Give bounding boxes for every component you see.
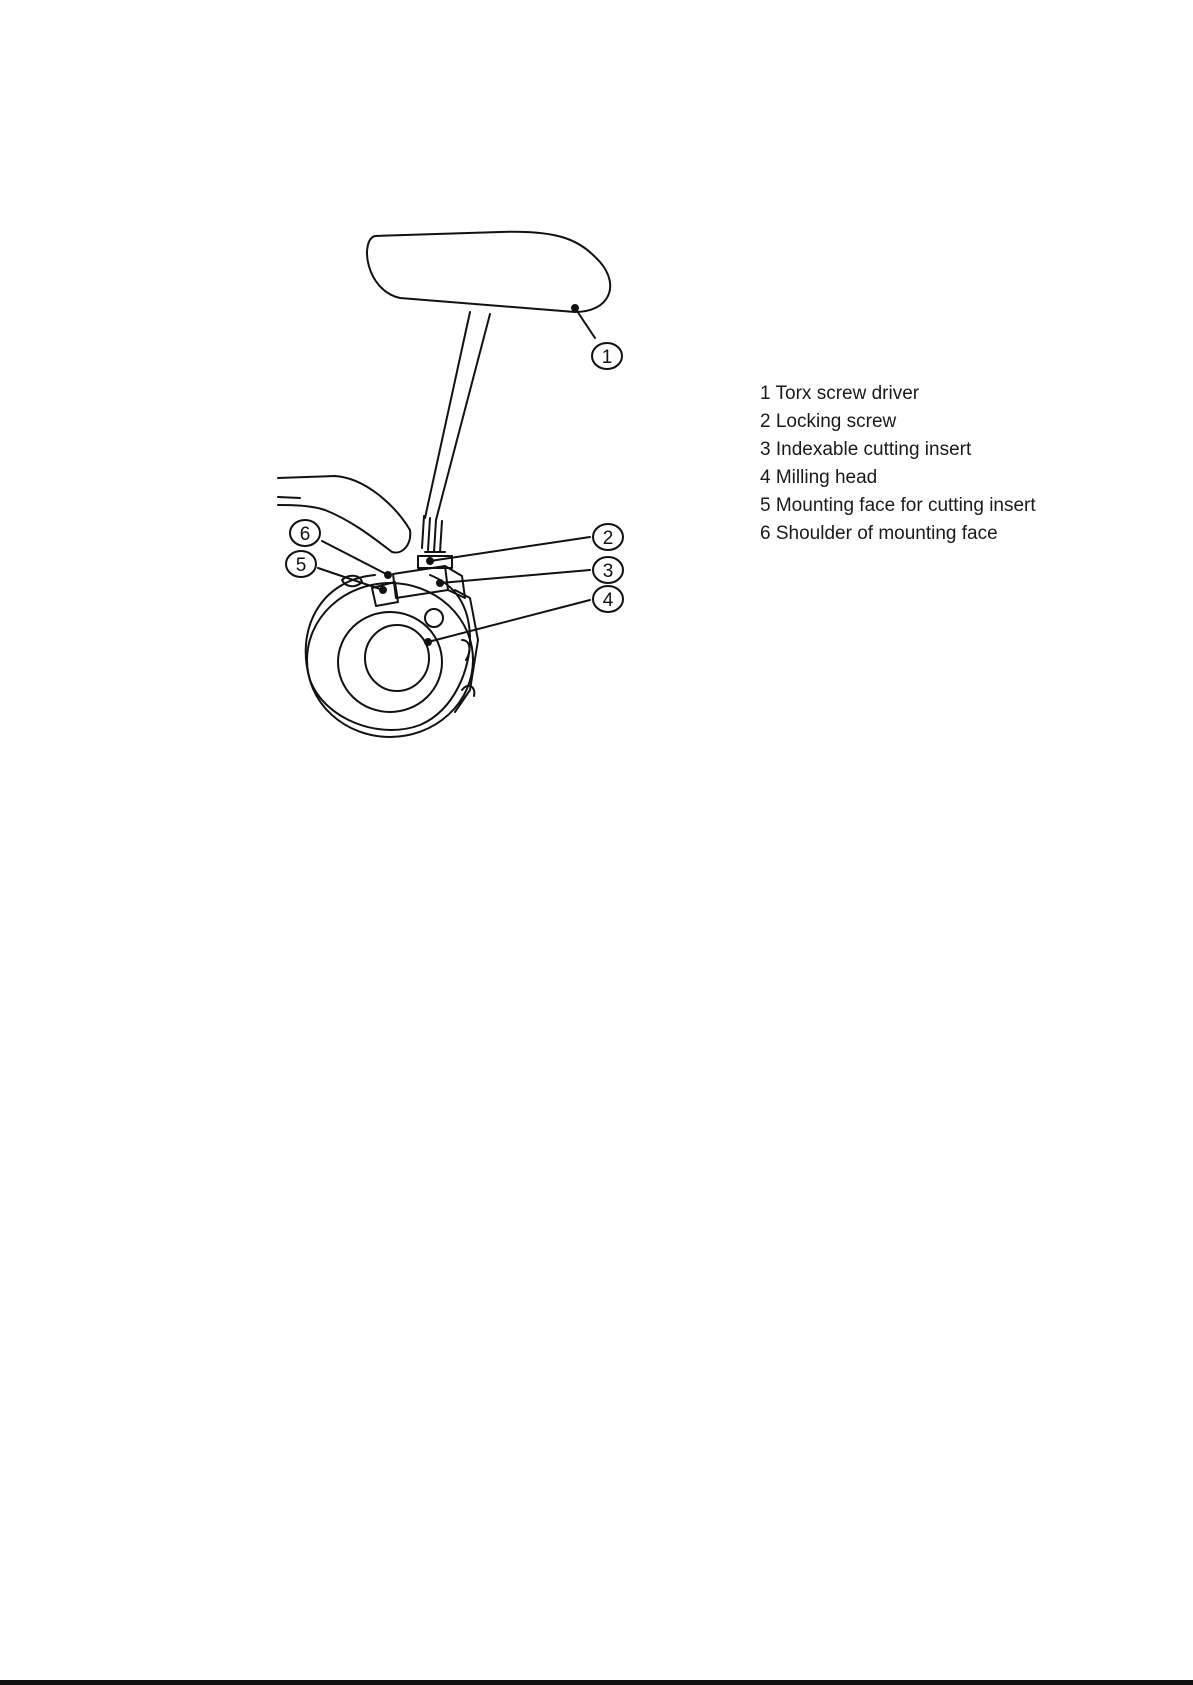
legend-number: 3 — [760, 439, 771, 460]
screwdriver-shaft — [425, 312, 490, 520]
milling-head-outer — [306, 575, 470, 730]
torx-bit — [422, 516, 442, 552]
callout-number-2: 2 — [602, 528, 614, 549]
legend-number: 1 — [760, 383, 771, 404]
callout-number-5: 5 — [295, 555, 307, 576]
legend-number: 4 — [760, 467, 771, 488]
leader-dot-2 — [427, 558, 433, 564]
callout-number-1: 1 — [601, 347, 613, 368]
bottom-rule — [0, 1680, 1193, 1685]
legend-text: Shoulder of mounting face — [775, 523, 998, 544]
leader-dot-3 — [437, 580, 443, 586]
leader-6 — [322, 541, 388, 575]
leader-dot-4 — [425, 639, 431, 645]
leader-dot-6 — [385, 572, 391, 578]
legend-item-4 — [760, 464, 1036, 492]
hand — [278, 476, 410, 553]
legend-text: Mounting face for cutting insert — [775, 495, 1036, 516]
legend-item-6 — [760, 520, 1036, 548]
leader-2 — [430, 537, 590, 561]
milling-head-ring — [307, 583, 473, 737]
milling-head-bore-outer — [338, 612, 442, 712]
legend-text: Milling head — [775, 467, 878, 488]
legend-text: Torx screw driver — [775, 383, 920, 404]
leader-dot-1 — [572, 305, 578, 311]
leader-1 — [575, 308, 595, 338]
legend-item-1 — [760, 380, 1036, 408]
milling-head-bore-inner — [365, 625, 429, 691]
legend-number: 2 — [760, 411, 771, 432]
legend-number: 6 — [760, 523, 771, 544]
legend-text: Locking screw — [775, 411, 897, 432]
legend-item-5 — [760, 492, 1036, 520]
screwdriver-handle — [367, 232, 610, 312]
callout-number-6: 6 — [299, 524, 311, 545]
callout-number-4: 4 — [602, 590, 614, 611]
legend-item-2 — [760, 408, 1036, 436]
milling-head-hole — [425, 609, 443, 627]
legend — [760, 380, 1036, 548]
legend-number: 5 — [760, 495, 771, 516]
leader-dot-5 — [380, 587, 386, 593]
legend-text: Indexable cutting insert — [775, 439, 972, 460]
leader-4 — [428, 600, 590, 642]
legend-item-3 — [760, 436, 1036, 464]
callout-number-3: 3 — [602, 561, 614, 582]
